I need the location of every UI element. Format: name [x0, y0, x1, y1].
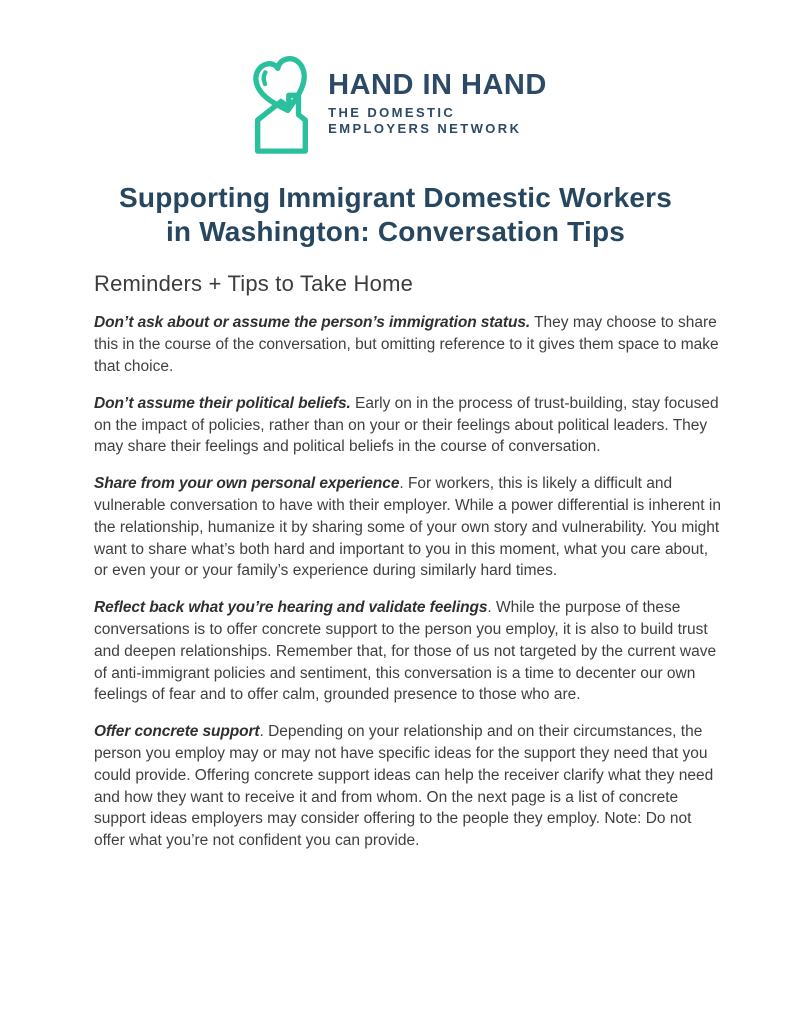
- tip-paragraph-concrete-support: [94, 721, 726, 852]
- heart-house-icon: [244, 52, 318, 155]
- tip-body: Early on in the process of trust-building, stay focused on the impact of policies, rather than on your or their feelings about political leaders. They may share their feelings and political beliefs in the course of conversation.: [94, 394, 719, 456]
- tip-paragraph-personal-experience: [94, 473, 726, 582]
- brand-tagline-line1: THE DOMESTIC: [328, 105, 456, 121]
- brand-name: HAND IN HAND: [328, 68, 547, 101]
- tips-list: [94, 312, 726, 852]
- tip-body: They may choose to share this in the course of the conversation, but omitting reference to it gives them space to make that choice.: [94, 314, 719, 375]
- tip-lead: Share from your own personal experience: [94, 475, 400, 493]
- page-title-line2: in Washington: Conversation Tips: [165, 216, 626, 247]
- tip-paragraph-political-beliefs: [94, 393, 726, 458]
- brand-tagline-line2: EMPLOYERS NETWORK: [328, 121, 522, 137]
- tip-lead: Don’t assume their political beliefs.: [94, 394, 351, 412]
- page-title-line1: Supporting Immigrant Domestic Workers: [119, 182, 672, 213]
- logo-wordmark: [328, 70, 547, 137]
- tip-lead: Don’t ask about or assume the person’s immigration status.: [94, 314, 531, 332]
- page-title: [0, 181, 791, 249]
- tip-lead: Reflect back what you’re hearing and validate feelings: [94, 599, 488, 617]
- tip-body: . While the purpose of these conversations is to offer concrete support to the person you employ, it is also to build trust and deepen relationships. Remember that, for those of us not targeted by the current wave of anti-immigrant policies and sentiment, this conversation is a time to decenter our own feelings of fear and to offer calm, grounded presence to those who are.: [94, 599, 717, 704]
- tip-paragraph-reflect-validate: [94, 597, 726, 706]
- tip-body: . Depending on your relationship and on their circumstances, the person you employ may or may not have specific ideas for the support they need that you could provide. Offering concrete support ideas can help the receiver clarify what they need and how they want to receive it and from whom. On the next page is a list of concrete support ideas employers may consider offering to the people they employ. Note: Do not offer what you’re not confident you can provide.: [94, 723, 714, 850]
- tip-body: . For workers, this is likely a difficult and vulnerable conversation to have with their employer. While a power differential is inherent in the relationship, humanize it by sharing some of your own story and vulnerability. You might want to share what’s both hard and important to you in this moment, what you care about, or even your or your family’s experience during similarly hard times.: [94, 475, 721, 580]
- tip-paragraph-immigration-status: [94, 312, 726, 377]
- section-heading: Reminders + Tips to Take Home: [94, 271, 414, 296]
- tip-lead: Offer concrete support: [94, 723, 260, 741]
- logo: [0, 52, 791, 155]
